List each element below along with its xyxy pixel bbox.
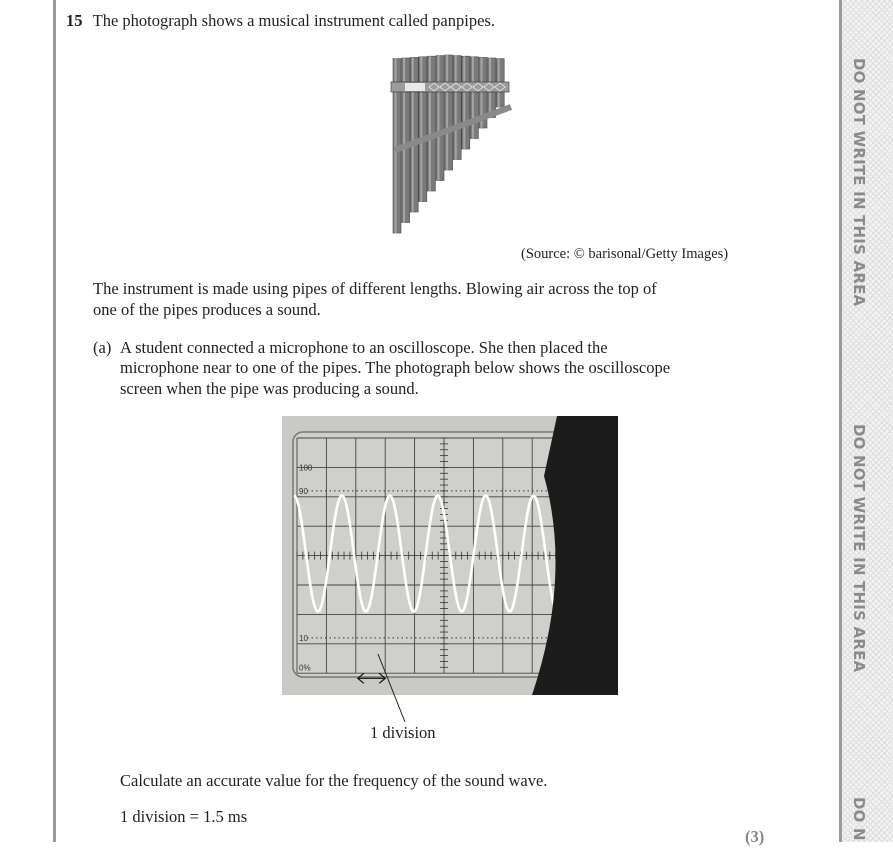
pipe	[453, 56, 461, 160]
given-value: 1 division = 1.5 ms	[120, 807, 248, 826]
paragraph-line: The instrument is made using pipes of different lengths. Blowing air across the top of	[93, 279, 657, 298]
division-label: 1 division	[370, 723, 436, 742]
paragraph-line: one of the pipes produces a sound.	[93, 300, 321, 319]
pipe	[427, 56, 435, 191]
scale-label: 100	[299, 463, 313, 473]
part-a-line: microphone near to one of the pipes. The photograph below shows the oscilloscope	[120, 358, 671, 377]
pipe-highlight	[455, 56, 457, 160]
image-source: (Source: © barisonal/Getty Images)	[521, 246, 729, 262]
part-a-line: A student connected a microphone to an oscilloscope. She then placed the	[120, 338, 608, 357]
question-intro: The photograph shows a musical instrument called panpipes.	[92, 11, 495, 30]
pipe	[410, 57, 418, 212]
pipe-highlight	[463, 56, 465, 149]
do-not-write-label: DO NOT WRITE IN THIS AREA	[850, 58, 868, 307]
pipe-band-light	[405, 83, 425, 91]
pipe	[445, 55, 453, 170]
instruction: Calculate an accurate value for the frequency of the sound wave.	[120, 771, 548, 790]
part-a-label: (a)	[93, 338, 112, 357]
pipe-highlight	[412, 57, 414, 212]
division-pointer-line	[370, 650, 410, 725]
pipe	[462, 56, 470, 149]
panpipes-photo	[375, 45, 535, 240]
part-a-line: screen when the pipe was producing a sound.	[120, 379, 419, 398]
scale-label: 10	[299, 633, 308, 643]
question-number: 15	[66, 11, 83, 30]
pipe-highlight	[446, 55, 448, 170]
oscilloscope-photo	[282, 416, 618, 695]
scale-label: 90	[299, 486, 308, 496]
pipe	[436, 56, 444, 181]
pipe-highlight	[420, 57, 422, 202]
pipe-highlight	[472, 57, 474, 139]
pipe-highlight	[438, 56, 440, 181]
pipe	[419, 57, 427, 202]
left-margin-line	[53, 0, 56, 842]
scale-label: 0%	[299, 663, 311, 673]
pipe	[470, 57, 478, 139]
pipe-highlight	[429, 56, 431, 191]
marks: (3)	[745, 827, 765, 846]
do-not-write-label-cut: DO N	[850, 797, 868, 841]
do-not-write-label: DO NOT WRITE IN THIS AREA	[850, 424, 868, 673]
